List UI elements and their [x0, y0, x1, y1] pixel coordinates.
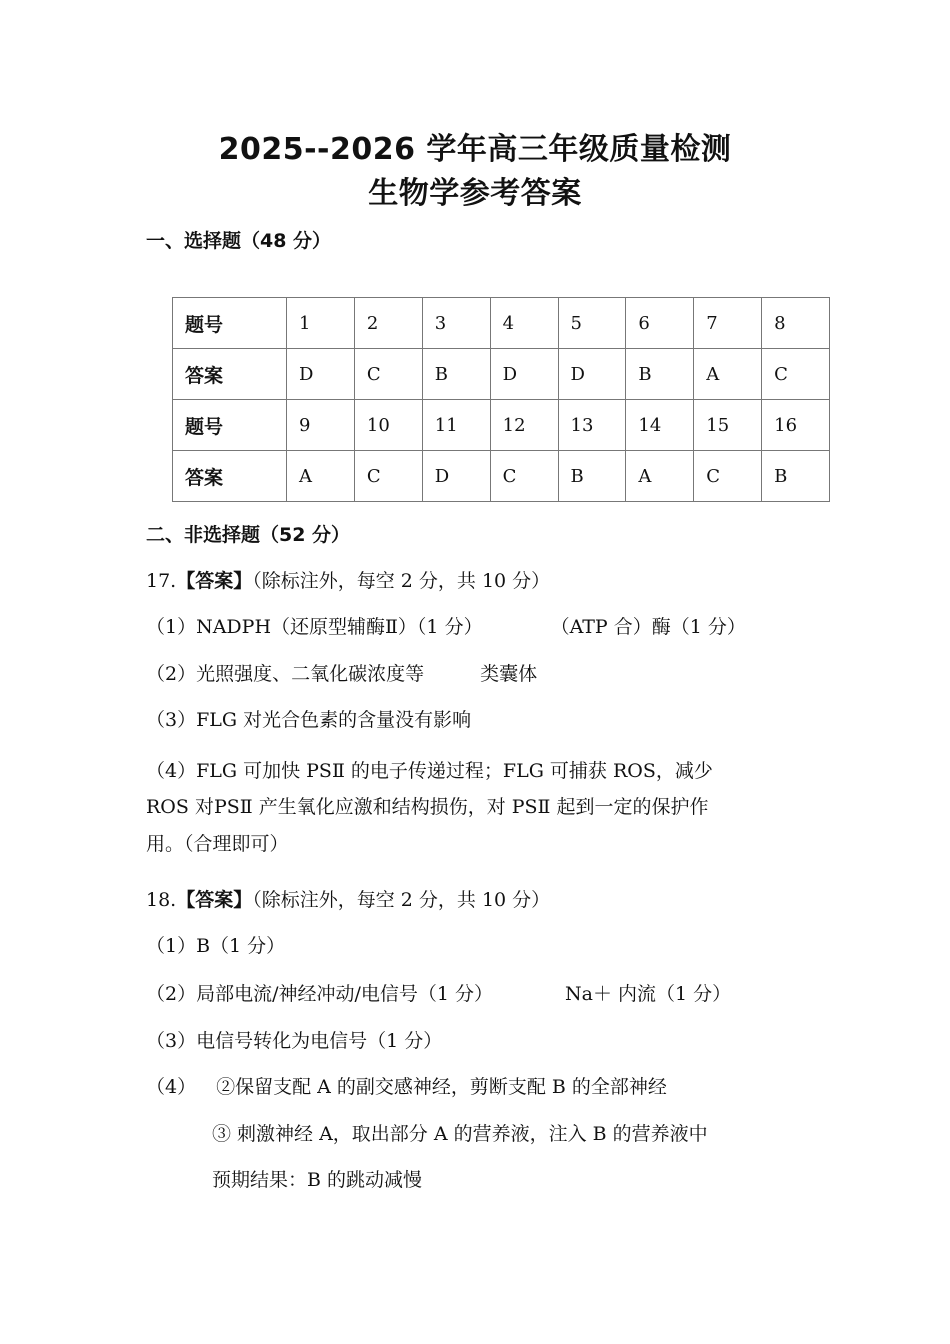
- question-number-cell: 14: [626, 400, 694, 451]
- row-label-answer: 答案: [173, 451, 287, 502]
- question-number-cell: 6: [626, 298, 694, 349]
- answer-cell: A: [287, 451, 355, 502]
- answer-cell: B: [762, 451, 830, 502]
- question-number-cell: 7: [694, 298, 762, 349]
- q17-part1-line: [146, 612, 746, 639]
- row-label-answer: 答案: [173, 349, 287, 400]
- q18-part4-step3: ③ 刺激神经 A，取出部分 A 的营养液，注入 B 的营养液中: [212, 1123, 708, 1145]
- question-number-cell: 16: [762, 400, 830, 451]
- question-number-cell: 10: [354, 400, 422, 451]
- q17-part4-line2: ROS 对PSⅡ 产生氧化应激和结构损伤，对 PSⅡ 起到一定的保护作: [146, 796, 709, 818]
- section-heading-multiple-choice: 一、选择题（48 分）: [146, 230, 332, 252]
- answer-cell: B: [626, 349, 694, 400]
- question-number-cell: 13: [558, 400, 626, 451]
- question-number-cell: 8: [762, 298, 830, 349]
- q18-part4-expected-result: 预期结果：B 的跳动减慢: [212, 1169, 423, 1191]
- question-number-cell: 3: [422, 298, 490, 349]
- q17-part1-answer-a: （1）NADPH（还原型辅酶Ⅱ）（1 分）: [146, 616, 483, 638]
- q17-part1-answer-b: （ATP 合）酶（1 分）: [550, 616, 746, 638]
- question-number-cell: 11: [422, 400, 490, 451]
- row-label-question-number: 题号: [173, 298, 287, 349]
- answer-cell: D: [558, 349, 626, 400]
- q18-part2-answer-b: Na＋ 内流（1 分）: [565, 983, 732, 1005]
- answer-cell: A: [694, 349, 762, 400]
- table-row: [173, 451, 830, 502]
- question-number-cell: 1: [287, 298, 355, 349]
- question-number-cell: 9: [287, 400, 355, 451]
- q18-header: [146, 885, 550, 912]
- answer-cell: D: [490, 349, 558, 400]
- q17-header: [146, 566, 550, 593]
- q18-part3-answer: （3）电信号转化为电信号（1 分）: [146, 1030, 443, 1052]
- answer-cell: A: [626, 451, 694, 502]
- q17-part2-answer-b: 类囊体: [480, 663, 538, 685]
- q17-number: 17.: [146, 570, 177, 592]
- table-row: [173, 349, 830, 400]
- question-number-cell: 12: [490, 400, 558, 451]
- q17-part2-line: [146, 659, 537, 686]
- q17-part4-line1: （4）FLG 可加快 PSⅡ 的电子传递过程；FLG 可捕获 ROS，减少: [146, 760, 713, 782]
- answer-table: [172, 297, 830, 502]
- document-title: 2025--2026 学年高三年级质量检测: [218, 132, 732, 167]
- answer-cell: C: [762, 349, 830, 400]
- q17-part3-answer: （3）FLG 对光合色素的含量没有影响: [146, 709, 472, 731]
- q18-scoring-note: （除标注外，每空 2 分，共 10 分）: [252, 889, 551, 911]
- q18-part4-step2: ②保留支配 A 的副交感神经，剪断支配 B 的全部神经: [216, 1076, 667, 1098]
- table-row: [173, 400, 830, 451]
- q17-part2-answer-a: （2）光照强度、二氧化碳浓度等: [146, 663, 425, 685]
- q18-part1-answer: （1）B（1 分）: [146, 935, 286, 957]
- document-subtitle: 生物学参考答案: [368, 176, 582, 211]
- answer-cell: D: [287, 349, 355, 400]
- table-row: [173, 298, 830, 349]
- answer-cell: C: [354, 349, 422, 400]
- question-number-cell: 2: [354, 298, 422, 349]
- answer-cell: C: [694, 451, 762, 502]
- q17-answer-mark: 【答案】: [176, 570, 253, 592]
- question-number-cell: 15: [694, 400, 762, 451]
- question-number-cell: 4: [490, 298, 558, 349]
- q18-part4-label: （4）: [146, 1076, 197, 1098]
- answer-cell: C: [354, 451, 422, 502]
- answer-cell: B: [558, 451, 626, 502]
- row-label-question-number: 题号: [173, 400, 287, 451]
- section-heading-non-multiple-choice: 二、非选择题（52 分）: [146, 524, 351, 546]
- answer-cell: D: [422, 451, 490, 502]
- q18-part2-answer-a: （2）局部电流/神经冲动/电信号（1 分）: [146, 983, 494, 1005]
- answer-cell: B: [422, 349, 490, 400]
- q17-scoring-note: （除标注外，每空 2 分，共 10 分）: [252, 570, 551, 592]
- answer-cell: C: [490, 451, 558, 502]
- q17-part4-line3: 用。（合理即可）: [146, 833, 289, 855]
- q18-answer-mark: 【答案】: [176, 889, 253, 911]
- q18-number: 18.: [146, 889, 177, 911]
- q18-part4-line1: [146, 1072, 667, 1099]
- question-number-cell: 5: [558, 298, 626, 349]
- q18-part2-line: [146, 979, 731, 1006]
